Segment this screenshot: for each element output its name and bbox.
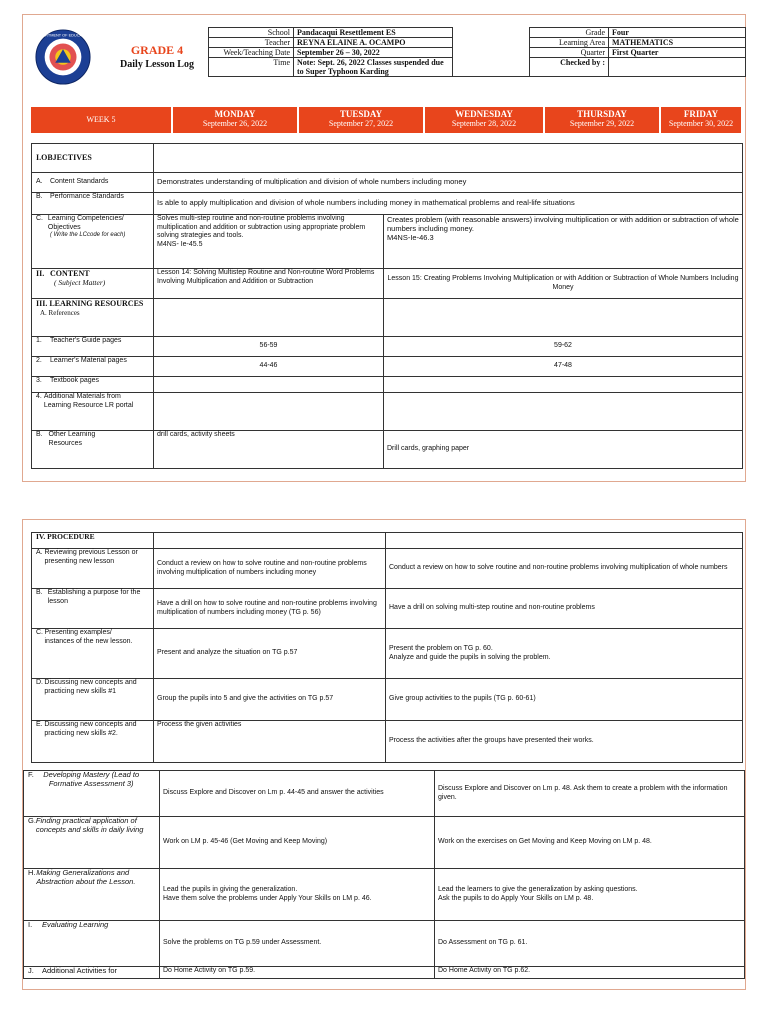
header-info-table bbox=[208, 27, 746, 77]
procedure-h-wednesday: Lead the learners to give the generalization by asking questions. Ask the pupils to do Apply Your Skills on LM p. 48. bbox=[435, 869, 745, 921]
competencies-monday: Solves multi-step routine and non-routine problems involving multiplication and addition or subtraction using appropriate problem solving strategies and tools. M4NS- Ie-45.5 bbox=[154, 215, 384, 269]
content-standards-text: Demonstrates understanding of multiplication and division of whole numbers including money bbox=[154, 173, 743, 193]
procedure-i-monday: Solve the problems on TG p.59 under Assessment. bbox=[160, 921, 435, 967]
additional-materials-label: 4. Additional Materials from Learning Resource LR portal bbox=[32, 393, 154, 431]
checked-by-value bbox=[609, 58, 746, 77]
procedure-d-monday: Group the pupils into 5 and give the activities on TG p.57 bbox=[154, 679, 386, 721]
procedure-c-label: C. Presenting examples/ instances of the new lesson. bbox=[32, 629, 154, 679]
objectives-heading: I.OBJECTIVES bbox=[32, 144, 154, 173]
teachers-guide-wednesday: 59-62 bbox=[384, 337, 743, 357]
school-label: School bbox=[209, 28, 294, 38]
teachers-guide-monday: 56-59 bbox=[154, 337, 384, 357]
procedure-h-label: H. Making Generalizations and Abstraction about the Lesson. bbox=[24, 869, 160, 921]
checked-by-label: Checked by : bbox=[530, 58, 609, 77]
day-thursday: THURSDAY September 29, 2022 bbox=[545, 107, 659, 133]
content-wednesday: Lesson 15: Creating Problems Involving Multiplication or with Addition or Subtraction of Whole Numbers Including Money bbox=[384, 269, 743, 299]
content-monday: Lesson 14: Solving Multistep Routine and Non-routine Word Problems Involving Multiplication and Addition or Subtraction bbox=[154, 269, 384, 299]
procedure-e-monday: Process the given activities bbox=[154, 721, 386, 763]
procedure-f-wednesday: Discuss Explore and Discover on Lm p. 48. Ask them to create a problem with the information given. bbox=[435, 771, 745, 817]
other-resources-label: B. Other Learning Resources bbox=[32, 431, 154, 469]
week-value: September 26 – 30, 2022 bbox=[294, 48, 453, 58]
procedure-g-monday: Work on LM p. 45-46 (Get Moving and Keep Moving) bbox=[160, 817, 435, 869]
teacher-label: Teacher bbox=[209, 38, 294, 48]
procedure-j-label: J. Additional Activities for bbox=[24, 967, 160, 979]
learners-material-monday: 44-46 bbox=[154, 357, 384, 377]
procedure-f-monday: Discuss Explore and Discover on Lm p. 44-45 and answer the activities bbox=[160, 771, 435, 817]
procedure-heading: IV. PROCEDURE bbox=[32, 533, 154, 549]
procedure-g-label: G. Finding practical application of concepts and skills in daily living bbox=[24, 817, 160, 869]
procedure-a-monday: Conduct a review on how to solve routine and non-routine problems involving multiplication of numbers including money bbox=[154, 549, 386, 589]
procedure-d-wednesday: Give group activities to the pupils (TG p. 60-61) bbox=[386, 679, 743, 721]
learners-material-label: 2. Learner's Material pages bbox=[32, 357, 154, 377]
procedure-a-label: A. Reviewing previous Lesson or presenting new lesson bbox=[32, 549, 154, 589]
week-label: Week/Teaching Date bbox=[209, 48, 294, 58]
school-value: Pandacaqui Resettlement ES bbox=[294, 28, 453, 38]
procedure-a-wednesday: Conduct a review on how to solve routine and non-routine problems involving multiplication of whole numbers bbox=[386, 549, 743, 589]
procedure-e-label: E. Discussing new concepts and practicing new skills #2. bbox=[32, 721, 154, 763]
learning-area-value: MATHEMATICS bbox=[609, 38, 746, 48]
competencies-label: C. Learning Competencies/ Objectives ( Write the LCcode for each) bbox=[32, 215, 154, 269]
grade-title: GRADE 4 bbox=[130, 43, 184, 57]
quarter-value: First Quarter bbox=[609, 48, 746, 58]
performance-standards-text: Is able to apply multiplication and division of whole numbers including money in mathematical problems and real-life situations bbox=[154, 193, 743, 215]
weekday-header-bar bbox=[31, 107, 741, 133]
content-standards-label: A. Content Standards bbox=[32, 173, 154, 193]
textbook-label: 3. Textbook pages bbox=[32, 377, 154, 393]
procedure-b-wednesday: Have a drill on solving multi-step routine and non-routine problems bbox=[386, 589, 743, 629]
procedure-i-label: I. Evaluating Learning bbox=[24, 921, 160, 967]
log-title: Daily Lesson Log bbox=[120, 59, 194, 70]
teacher-value: REYNA ELAINE A. OCAMPO bbox=[294, 38, 453, 48]
quarter-label: Quarter bbox=[530, 48, 609, 58]
learners-material-wednesday: 47-48 bbox=[384, 357, 743, 377]
procedure-i-wednesday: Do Assessment on TG p. 61. bbox=[435, 921, 745, 967]
procedure-f-label: F. Developing Mastery (Lead to Formative Assessment 3) bbox=[24, 771, 160, 817]
day-friday: FRIDAY September 30, 2022 bbox=[661, 107, 741, 133]
teachers-guide-label: 1. Teacher's Guide pages bbox=[32, 337, 154, 357]
procedure-table bbox=[31, 532, 743, 763]
procedure-j-monday: Do Home Activity on TG p.59. bbox=[160, 967, 435, 979]
performance-standards-label: B. Performance Standards bbox=[32, 193, 154, 215]
procedure-c-monday: Present and analyze the situation on TG p.57 bbox=[154, 629, 386, 679]
week-number: WEEK 5 bbox=[31, 107, 171, 133]
other-resources-monday: drill cards, activity sheets bbox=[154, 431, 384, 469]
procedure-g-wednesday: Work on the exercises on Get Moving and Keep Moving on LM p. 48. bbox=[435, 817, 745, 869]
procedure-c-wednesday: Present the problem on TG p. 60. Analyze and guide the pupils in solving the problem. bbox=[386, 629, 743, 679]
lesson-log-page-1 bbox=[22, 14, 746, 482]
procedure-table-lower bbox=[23, 770, 745, 979]
grade-value: Four bbox=[609, 28, 746, 38]
content-label: II. CONTENT ( Subject Matter) bbox=[32, 269, 154, 299]
procedure-h-monday: Lead the pupils in giving the generalization. Have them solve the problems under Apply Your Skills on LM p. 46. bbox=[160, 869, 435, 921]
learning-area-label: Learning Area bbox=[530, 38, 609, 48]
grade-label: Grade bbox=[530, 28, 609, 38]
other-resources-wednesday: Drill cards, graphing paper bbox=[384, 431, 743, 469]
competencies-wednesday: Creates problem (with reasonable answers) involving multiplication or with addition or subtraction of whole numbers including money. M4NS-Ie-46.3 bbox=[384, 215, 743, 269]
time-note: Note: Sept. 26, 2022 Classes suspended due to Super Typhoon Karding bbox=[294, 58, 453, 77]
day-tuesday: TUESDAY September 27, 2022 bbox=[299, 107, 423, 133]
learning-resources-label: III. LEARNING RESOURCES A. References bbox=[32, 299, 154, 337]
day-wednesday: WEDNESDAY September 28, 2022 bbox=[425, 107, 543, 133]
lc-code-note: ( Write the LCcode for each) bbox=[50, 232, 126, 238]
procedure-j-wednesday: Do Home Activity on TG p.62. bbox=[435, 967, 745, 979]
procedure-d-label: D. Discussing new concepts and practicing new skills #1 bbox=[32, 679, 154, 721]
lesson-log-page-2 bbox=[22, 519, 746, 990]
objectives-table bbox=[31, 143, 743, 469]
deped-seal-logo bbox=[34, 28, 92, 86]
time-label: Time bbox=[209, 58, 294, 77]
procedure-b-monday: Have a drill on how to solve routine and non-routine problems involving multiplication of numbers including money (TG p. 56) bbox=[154, 589, 386, 629]
procedure-e-wednesday: Process the activities after the groups have presented their works. bbox=[386, 721, 743, 763]
day-monday: MONDAY September 26, 2022 bbox=[173, 107, 297, 133]
svg-text:DEPARTMENT OF EDUCATION: DEPARTMENT OF EDUCATION bbox=[34, 33, 92, 38]
procedure-b-label: B. Establishing a purpose for the lesson bbox=[32, 589, 154, 629]
